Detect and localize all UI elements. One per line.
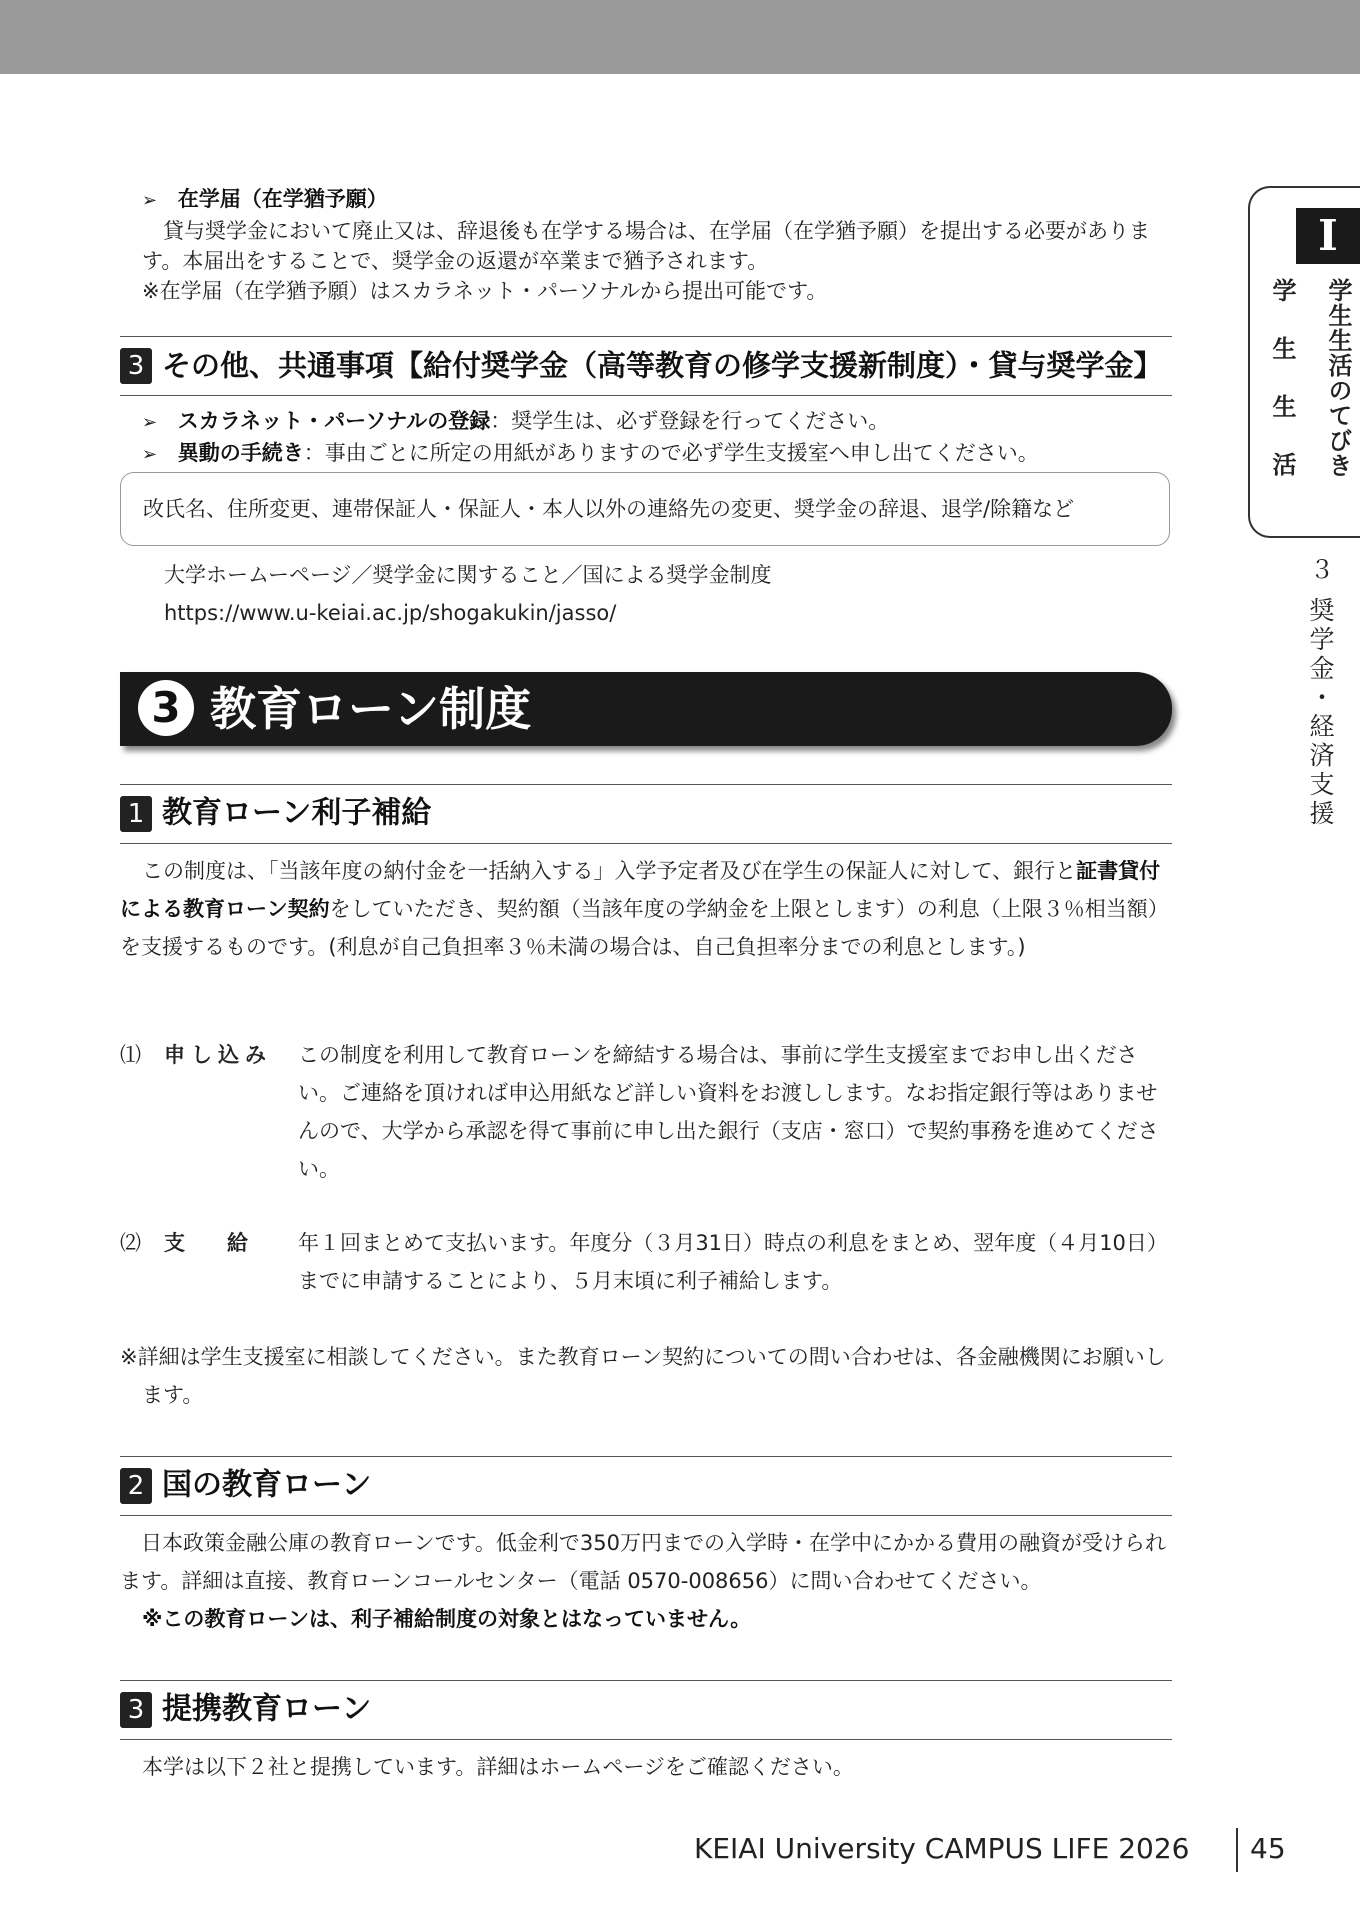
loan-interest-heading	[120, 784, 1172, 844]
national-loan-heading	[120, 1456, 1172, 1516]
partner-loan-body	[120, 1748, 1172, 1786]
heading-number: 3	[120, 1692, 152, 1728]
header-band	[0, 0, 1360, 74]
scholarnet-term: スカラネット・パーソナルの登録	[177, 409, 491, 433]
education-loan-chapter-heading	[120, 672, 1172, 746]
common-items-list	[120, 406, 1172, 470]
heading-number: 1	[120, 796, 152, 832]
chapter-title: 学生生活のてびき	[1324, 278, 1352, 478]
national-loan-body	[120, 1524, 1172, 1638]
application-item	[120, 1036, 1172, 1196]
heading-title: 国の教育ローン	[162, 1467, 372, 1503]
loan-interest-note	[120, 1338, 1172, 1414]
chapter-number: I	[1296, 208, 1360, 264]
change-examples-box: 改氏名、住所変更、連帯保証人・保証人・本人以外の連絡先の変更、奨学金の辞退、退学/除籍など	[120, 472, 1170, 546]
change-procedure-text: ：事由ごとに所定の用紙がありますので必ず学生支援室へ申し出てください。	[303, 441, 1039, 465]
national-loan-text: 日本政策金融公庫の教育ローンです。低金利で350万円までの入学時・在学中にかかる費用の融資が受けられます。詳細は直接、教育ローンコールセンター（電話 0570-008656）に問い合わせてください。	[120, 1531, 1166, 1593]
national-loan-note: ※この教育ローンは、利子補給制度の対象とはなっていません。	[142, 1607, 752, 1631]
item-term: 支 給	[164, 1231, 248, 1255]
payment-item	[120, 1224, 1172, 1304]
bullet-icon: ➢	[142, 412, 158, 433]
heading-number: 2	[120, 1468, 152, 1504]
enrollment-notice-section	[120, 184, 1172, 306]
item-label: ⑴	[120, 1043, 141, 1067]
heading-title: その他、共通事項【給付奨学金（高等教育の修学支援新制度）・貸与奨学金】	[162, 348, 1163, 383]
section-label: ３ 奨学金・経済支援	[1306, 556, 1335, 829]
scholarnet-text: ：奨学生は、必ず登録を行ってください。	[490, 409, 890, 433]
item-term: 申し込み	[164, 1043, 272, 1067]
heading-number: 3	[120, 348, 152, 384]
chapter-heading-number: 3	[138, 680, 194, 736]
partner-loan-text: 本学は以下２社と提携しています。詳細はホームページをご確認ください。	[142, 1755, 854, 1779]
common-items-heading	[120, 336, 1172, 396]
bullet-icon: ➢	[142, 190, 158, 211]
change-procedure-term: 異動の手続き	[177, 441, 304, 465]
footer-title: KEIAI University CAMPUS LIFE 2026	[694, 1832, 1190, 1865]
item-body: 年１回まとめて支払います。年度分（３月31日）時点の利息をまとめ、翌年度（４月10日）までに申請することにより、５月末頃に利子補給します。	[298, 1231, 1168, 1293]
note-text: ※詳細は学生支援室に相談してください。また教育ローン契約についての問い合わせは、各金融機関にお願いします。	[120, 1345, 1166, 1407]
reference-url[interactable]: https://www.u-keiai.ac.jp/shogakukin/jasso/	[164, 601, 617, 625]
item-label: ⑵	[120, 1231, 141, 1255]
intro-bold: 証書貸付による教育ローン契約	[120, 859, 1161, 921]
footer-divider	[1236, 1828, 1238, 1872]
heading-title: 提携教育ローン	[162, 1691, 372, 1727]
intro-text-a: この制度は、「当該年度の納付金を一括納入する」入学予定者及び在学生の保証人に対して、銀行と	[142, 859, 1077, 883]
chapter-tab	[1248, 186, 1360, 538]
enrollment-notice-heading: 在学届（在学猶予願）	[177, 187, 388, 211]
bullet-icon: ➢	[142, 444, 158, 465]
enrollment-notice-note: ※在学届（在学猶予願）はスカラネット・パーソナルから提出可能です。	[142, 279, 828, 303]
reference-path: 大学ホームーページ／奨学金に関すること／国による奨学金制度	[164, 563, 772, 587]
reference-links	[120, 556, 1216, 632]
heading-title: 教育ローン利子補給	[162, 795, 432, 831]
chapter-heading-title: 教育ローン制度	[210, 682, 532, 736]
page-number: 45	[1250, 1832, 1286, 1865]
chapter-subtitle: 学生生活	[1268, 278, 1296, 510]
intro-text-b: をしていただき、契約額（当該年度の学納金を上限とします）の利息（上限３％相当額）を支援するものです。(利息が自己負担率３％未満の場合は、自己負担率分までの利息とします。)	[120, 897, 1169, 959]
enrollment-notice-text: 貸与奨学金において廃止又は、辞退後も在学する場合は、在学届（在学猶予願）を提出する必要があります。本届出をすることで、奨学金の返還が卒業まで猶予されます。	[142, 219, 1150, 273]
loan-interest-intro	[120, 852, 1172, 966]
partner-loan-heading	[120, 1680, 1172, 1740]
item-body: この制度を利用して教育ローンを締結する場合は、事前に学生支援室までお申し出ください。ご連絡を頂ければ申込用紙など詳しい資料をお渡しします。なお指定銀行等はありませんので、大学から承認を得て事前に申し出た銀行（支店・窓口）で契約事務を進めてください。	[298, 1043, 1159, 1181]
